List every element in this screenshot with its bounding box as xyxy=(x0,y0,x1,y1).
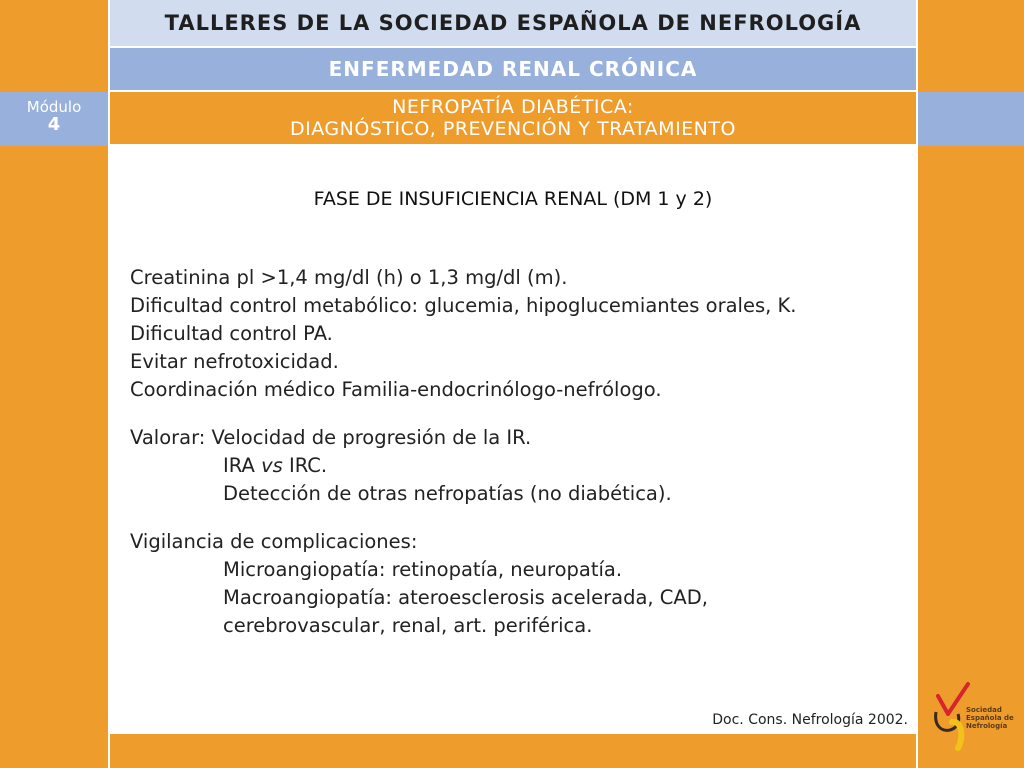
logo-line: Española de xyxy=(966,714,1014,722)
page-title: TALLERES DE LA SOCIEDAD ESPAÑOLA DE NEFROLOGÍA xyxy=(164,11,862,35)
logo-line: Nefrología xyxy=(966,722,1008,730)
valorar-ira xyxy=(130,452,910,480)
slide-heading: FASE DE INSUFICIENCIA RENAL (DM 1 y 2) xyxy=(313,188,713,210)
valorar-first: Velocidad de progresión de la IR. xyxy=(211,426,532,449)
module-title-bar xyxy=(110,92,916,146)
vigilancia-label: Vigilancia de complicaciones: xyxy=(130,530,418,553)
module-title-line1: NEFROPATÍA DIABÉTICA: xyxy=(392,96,634,118)
title-bar xyxy=(110,0,916,48)
valorar-line xyxy=(130,424,910,452)
ira-vs: vs xyxy=(261,454,283,477)
content-card xyxy=(110,146,916,734)
ira-text: IRA xyxy=(223,454,262,477)
valorar-label: Valorar: xyxy=(130,426,206,449)
vigilancia-macro1: Macroangiopatía: ateroesclerosis acelerada, CAD, xyxy=(223,586,708,609)
logo-text xyxy=(966,706,1022,730)
body-line: Dificultad control PA. xyxy=(130,322,333,345)
body-line: Evitar nefrotoxicidad. xyxy=(130,350,339,373)
vigilancia-micro: Microangiopatía: retinopatía, neuropatía. xyxy=(223,558,623,581)
page-subtitle: ENFERMEDAD RENAL CRÓNICA xyxy=(328,57,698,81)
vigilancia-macro2: cerebrovascular, renal, art. periférica. xyxy=(223,614,593,637)
module-title-line2: DIAGNÓSTICO, PREVENCIÓN Y TRATAMIENTO xyxy=(290,118,736,140)
irc-text: IRC. xyxy=(282,454,328,477)
side-block-right xyxy=(918,92,1024,146)
logo-line: Sociedad xyxy=(966,706,1002,714)
body-line: Creatinina pl >1,4 mg/dl (h) o 1,3 mg/dl (m). xyxy=(130,266,568,289)
module-label: Módulo xyxy=(26,98,82,116)
module-badge xyxy=(0,92,108,146)
subtitle-bar xyxy=(110,48,916,92)
source-citation: Doc. Cons. Nefrología 2002. xyxy=(712,712,908,728)
body-line: Coordinación médico Familia-endocrinólogo-nefrólogo. xyxy=(130,378,662,401)
valorar-third: Detección de otras nefropatías (no diabética). xyxy=(223,482,672,505)
slide-body xyxy=(130,264,910,640)
module-number: 4 xyxy=(47,114,61,135)
body-line: Dificultad control metabólico: glucemia, hipoglucemiantes orales, K. xyxy=(130,294,797,317)
